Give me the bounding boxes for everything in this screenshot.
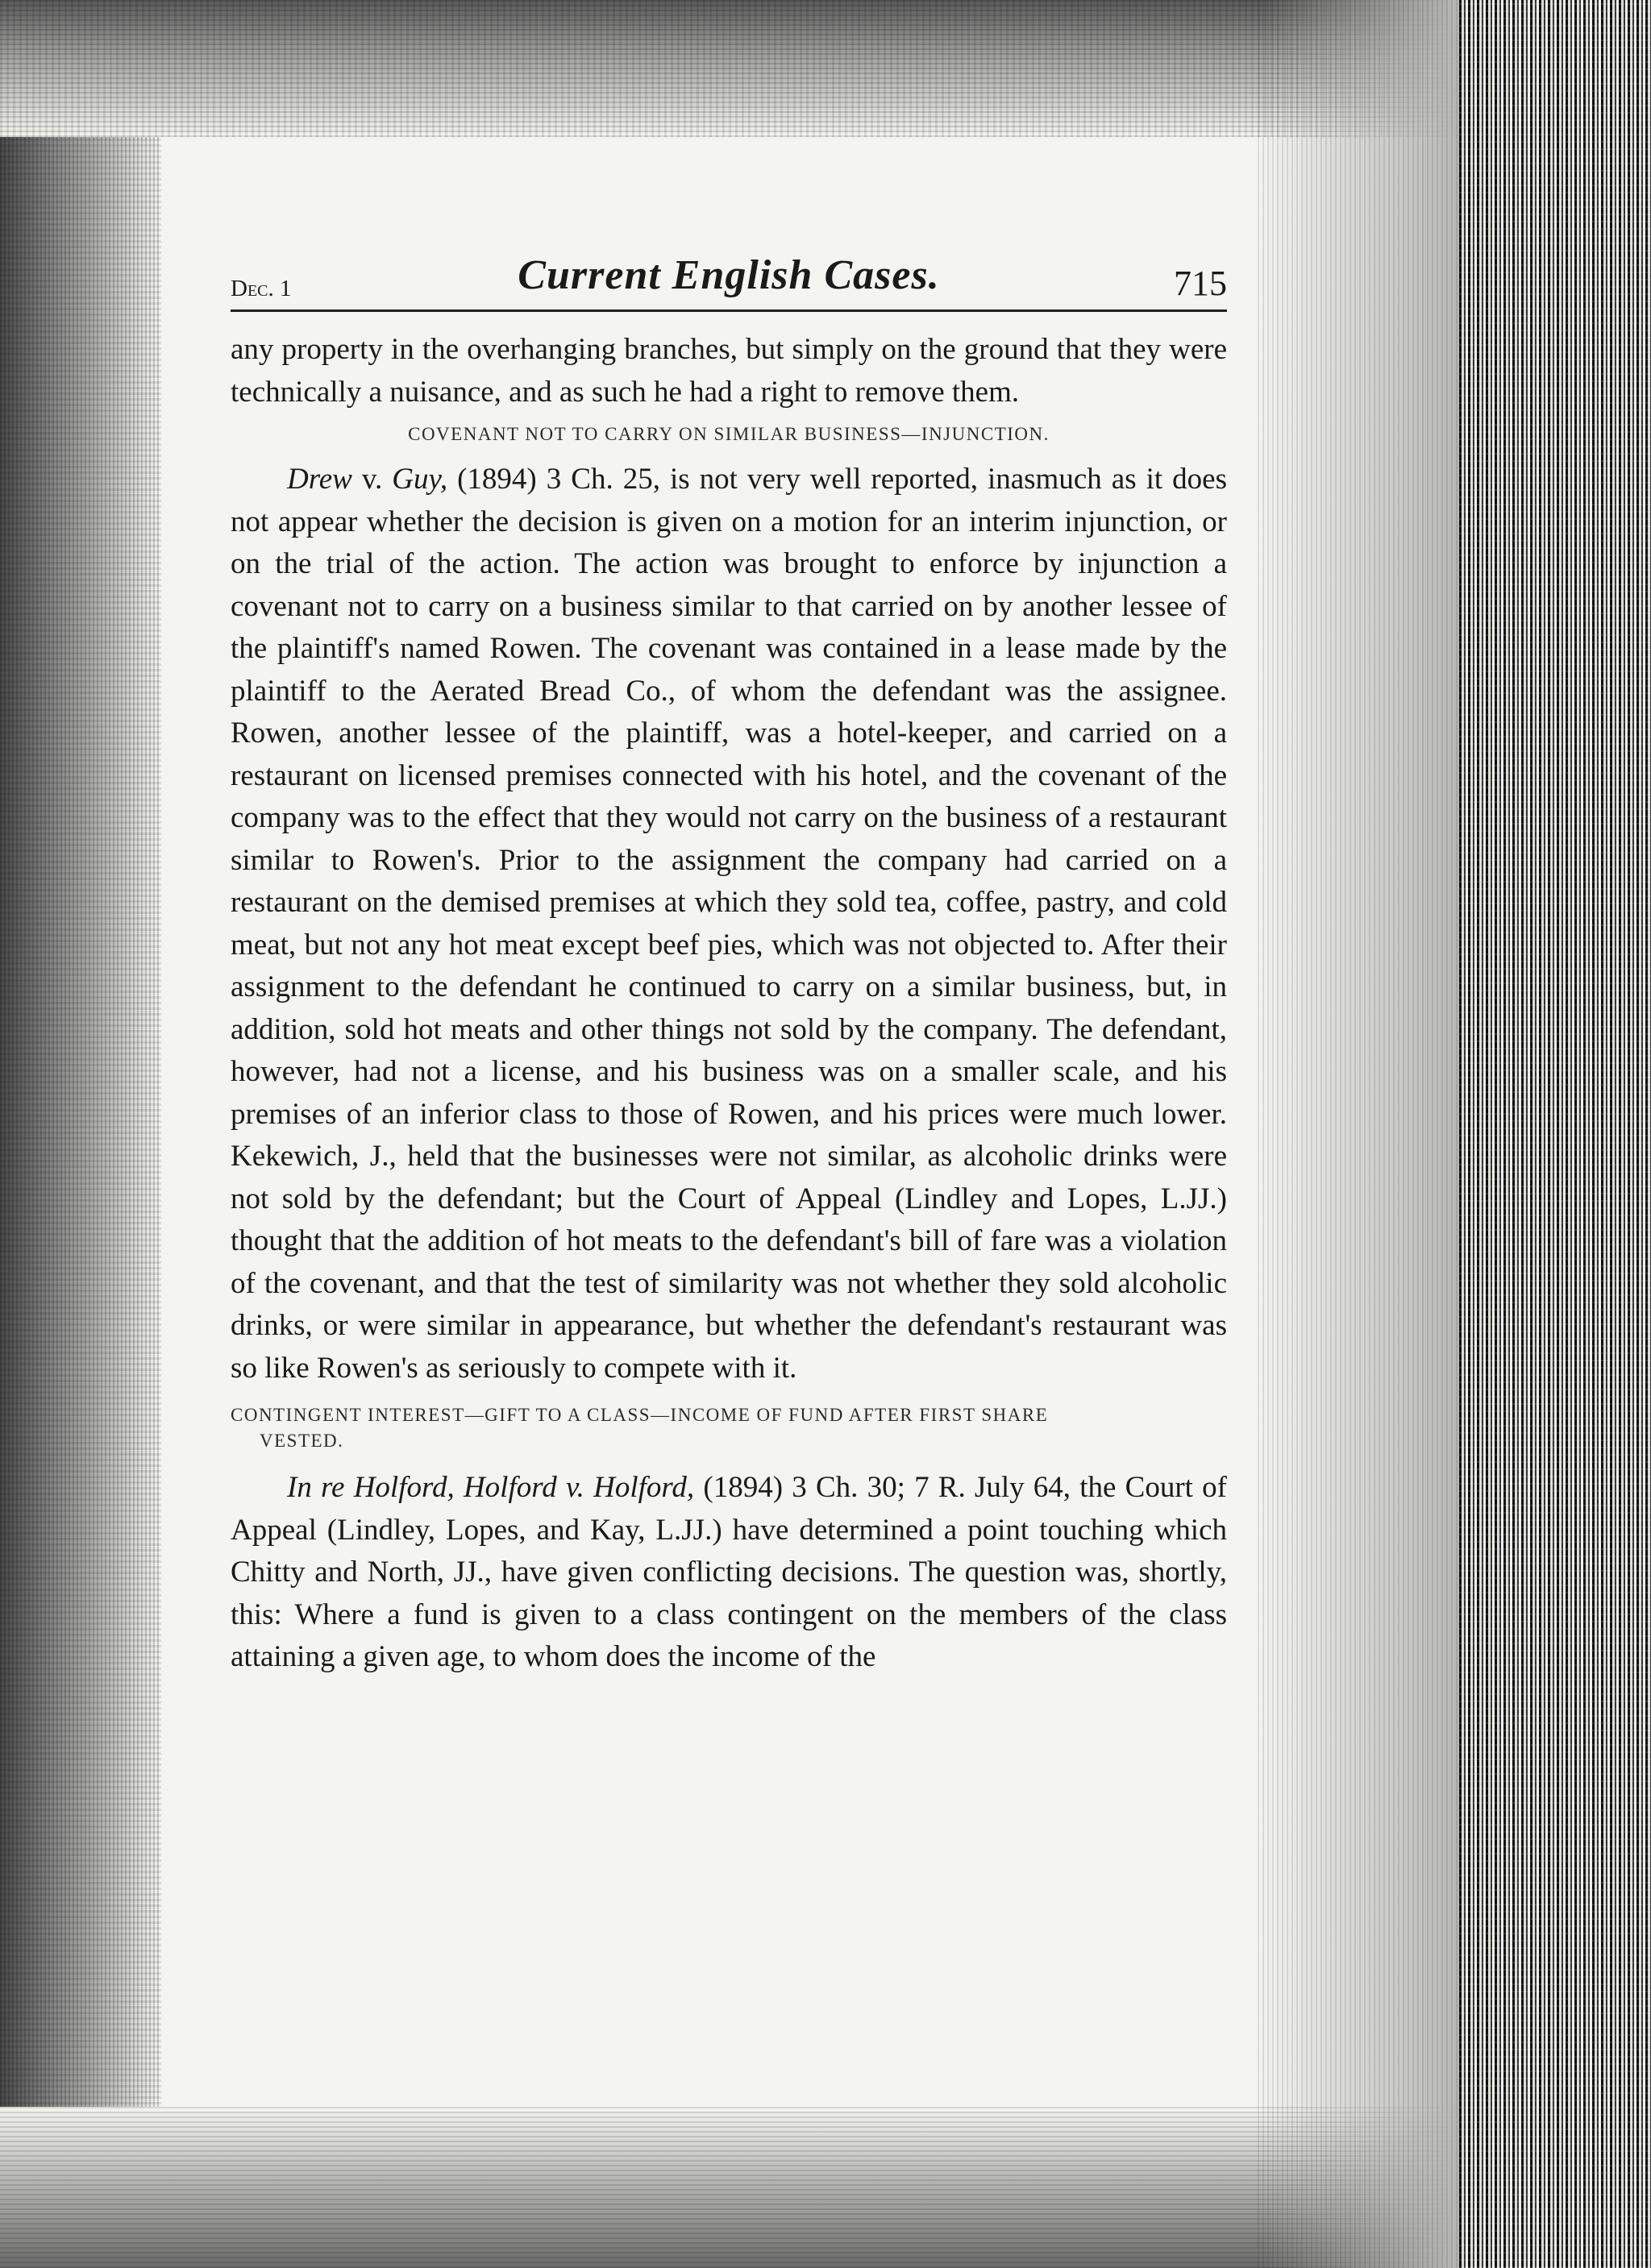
scan-shadow-left [0, 0, 161, 2268]
running-header [231, 251, 1227, 308]
heading-line-1: CONTINGENT INTEREST—GIFT TO A CLASS—INCOME OF FUND AFTER FIRST SHARE [231, 1405, 1049, 1425]
case-party: Guy, [392, 463, 448, 496]
case-paragraph-re-holford [231, 1467, 1227, 1679]
header-rule [231, 309, 1227, 312]
case-text: (1894) 3 Ch. 25, is not very well reported, inasmuch as it does not appear whether the decision is given on a motion for an interim injunction, or on the trial of the action. The action was brought to enforce by injunction a covenant not to carry on a business similar to that carried on by another lessee of the plaintiff's named Rowen. The covenant was contained in a lease made by the plaintiff to the Aerated Bread Co., of whom the defendant was the assignee. Rowen, another lessee of the plaintiff, was a hotel-keeper, and carried on a restaurant on licensed premises connected with his hotel, and the covenant of the company was to the effect that they would not carry on the business of a restaurant similar to Rowen's. Prior to the assignment the company had carried on a restaurant on the demised premises at which they sold tea, coffee, pastry, and cold meat, but not any hot meat except beef pies, which was not objected to. After their assignment to the defendant he continued to carry on a similar business, but, in addition, sold hot meats and other things not sold by the company. The defendant, however, had not a license, and his business was on a smaller scale, and his premises of an inferior class to those of Rowen, and his prices were much lower. Kekewich, J., held that the businesses were not similar, as alcoholic drinks were not sold by the defendant; but the Court of Appeal (Lindley and Lopes, L.JJ.) thought that the addition of hot meats to the defendant's bill of fare was a violation of the covenant, and that the test of similarity was not whether they sold alcoholic drinks, or were similar in appearance, but whether the defendant's restaurant was so like Rowen's as seriously to compete with it. [231, 463, 1227, 1385]
scan-shadow-right [1258, 0, 1459, 2268]
case-paragraph-drew-v-guy [231, 459, 1227, 1389]
body-text [231, 329, 1227, 1679]
section-heading-contingent-interest [231, 1402, 1227, 1454]
heading-line-2: VESTED. [260, 1431, 344, 1451]
case-name: In re Holford, Holford v. Holford, [287, 1471, 695, 1504]
section-heading-covenant: COVENANT NOT TO CARRY ON SIMILAR BUSINESS—INJUNCTION. [408, 424, 1050, 444]
header-date: Dec. 1 [231, 276, 292, 301]
header-title: Current English Cases. [518, 252, 940, 298]
case-v: v. [351, 463, 393, 496]
case-name: Drew [287, 463, 352, 496]
book-page-edges [1459, 0, 1651, 2268]
case-text: (1894) 3 Ch. 30; 7 R. July 64, the Court of Appeal (Lindley, Lopes, and Kay, L.JJ.) have determined a point touching which Chitty and North, JJ., have given conflicting decisions. The question was, shortly, this: Where a fund is given to a class contingent on the members of the class attaining a given age, to whom does the income of the [231, 1471, 1227, 1673]
continuation-paragraph: any property in the overhanging branches, but simply on the ground that they were technically a nuisance, and as such he had a right to remove them. [231, 333, 1227, 409]
page-number: 715 [1174, 264, 1227, 303]
